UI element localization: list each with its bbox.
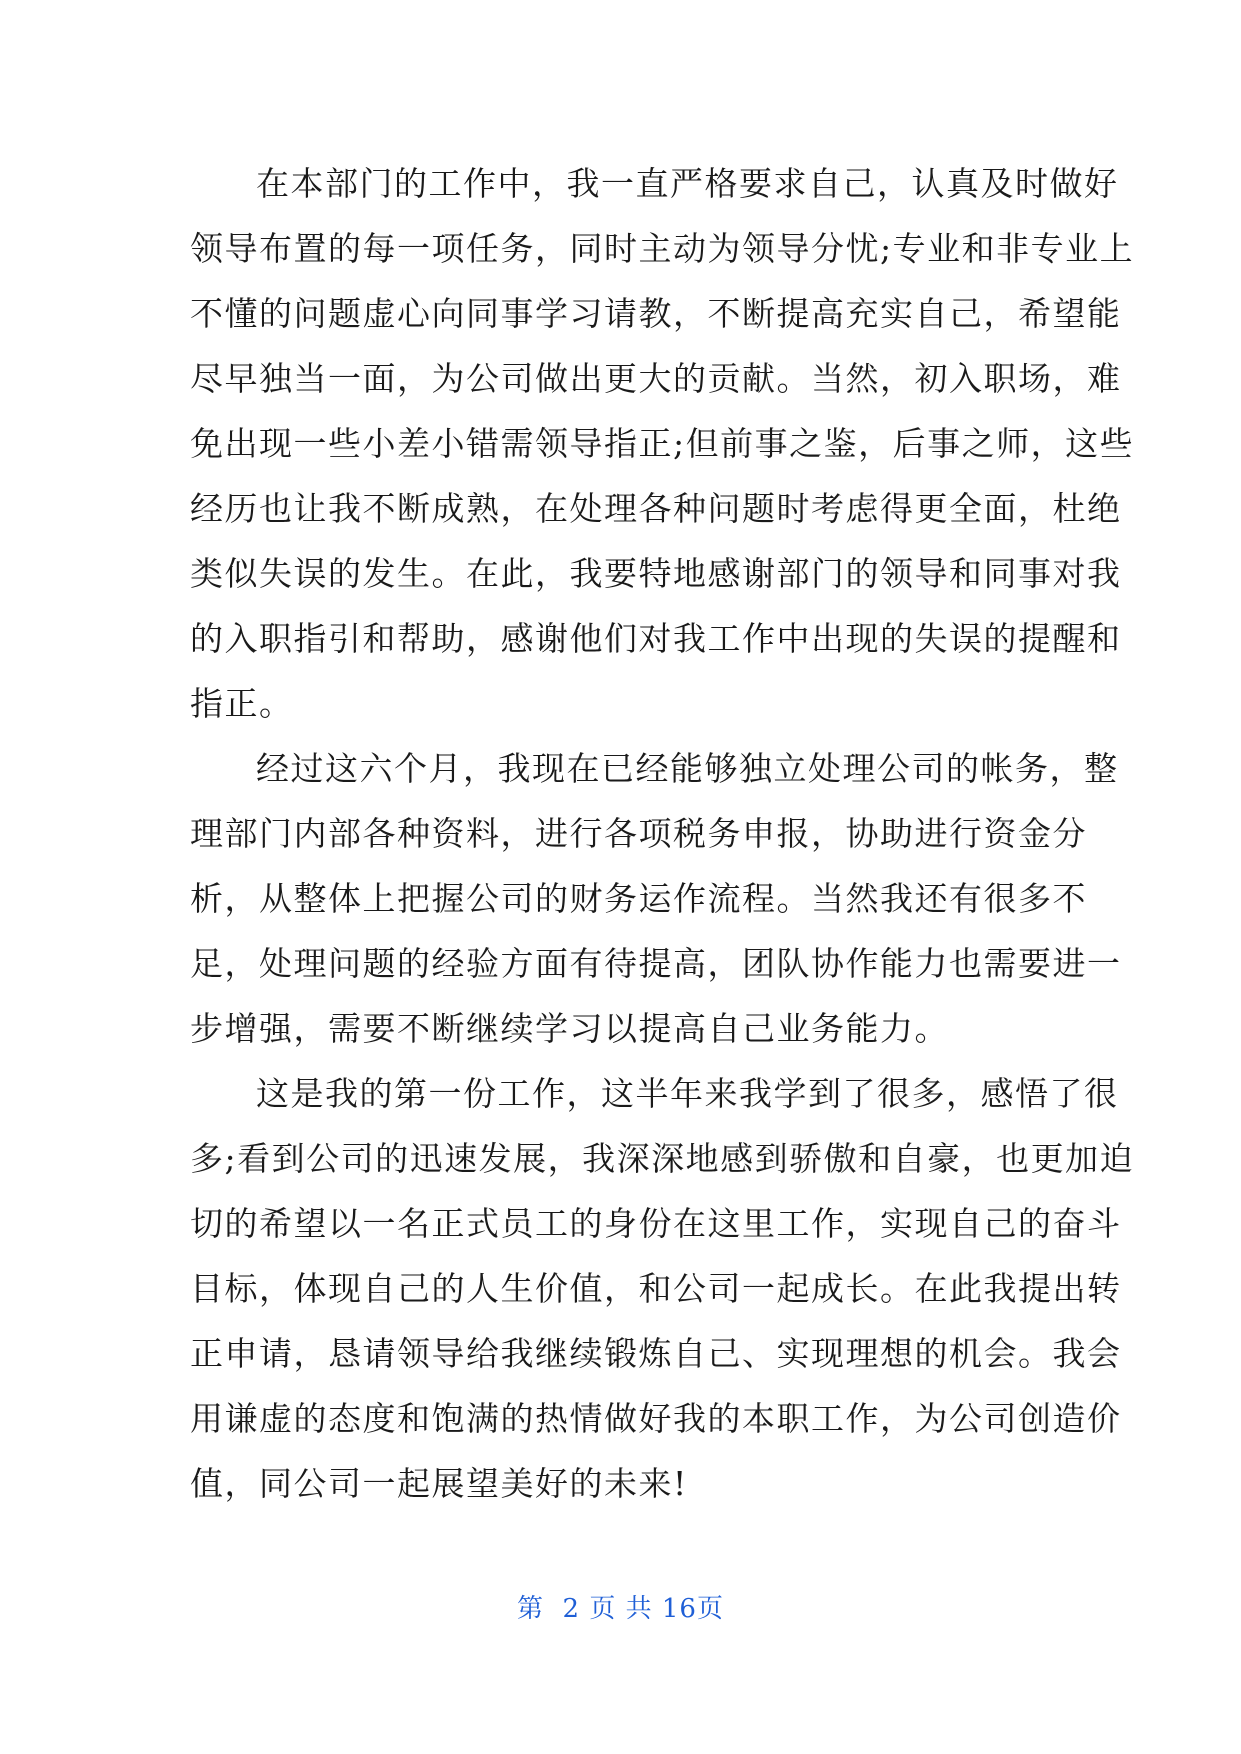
paragraph-line: 不懂的问题虚心向同事学习请教，不断提高充实自己，希望能	[190, 294, 1122, 333]
paragraph-line: 指正。	[190, 684, 294, 723]
paragraph-line: 的入职指引和帮助，感谢他们对我工作中出现的失误的提醒和	[190, 619, 1122, 658]
paragraph-line: 这是我的第一份工作，这半年来我学到了很多，感悟了很	[256, 1074, 1119, 1113]
paragraph-line: 值，同公司一起展望美好的未来!	[190, 1464, 688, 1503]
paragraph-line: 正申请，恳请领导给我继续锻炼自己、实现理想的机会。我会	[190, 1334, 1122, 1373]
paragraph-line: 析，从整体上把握公司的财务运作流程。当然我还有很多不	[190, 879, 1087, 918]
paragraph-line: 尽早独当一面，为公司做出更大的贡献。当然，初入职场，难	[190, 359, 1122, 398]
paragraph-line: 切的希望以一名正式员工的身份在这里工作，实现自己的奋斗	[190, 1204, 1122, 1243]
paragraph-3	[190, 1061, 1135, 1516]
paragraph-line: 足，处理问题的经验方面有待提高，团队协作能力也需要进一	[190, 944, 1122, 983]
paragraph-1	[190, 151, 1135, 736]
paragraph-line: 在本部门的工作中，我一直严格要求自己，认真及时做好	[256, 164, 1119, 203]
paragraph-line: 目标，体现自己的人生价值，和公司一起成长。在此我提出转	[190, 1269, 1122, 1308]
document-body	[190, 151, 1135, 1516]
paragraph-line: 领导布置的每一项任务，同时主动为领导分忧;专业和非专业上	[190, 229, 1135, 268]
paragraph-line: 经过这六个月，我现在已经能够独立处理公司的帐务，整	[256, 749, 1119, 788]
page-number-footer: 第 2 页 共 16页	[517, 1594, 724, 1624]
paragraph-line: 免出现一些小差小错需领导指正;但前事之鉴，后事之师，这些	[190, 424, 1135, 463]
paragraph-line: 用谦虚的态度和饱满的热情做好我的本职工作，为公司创造价	[190, 1399, 1122, 1438]
paragraph-line: 步增强，需要不断继续学习以提高自己业务能力。	[190, 1009, 949, 1048]
paragraph-line: 类似失误的发生。在此，我要特地感谢部门的领导和同事对我	[190, 554, 1122, 593]
paragraph-line: 多;看到公司的迅速发展，我深深地感到骄傲和自豪，也更加迫	[190, 1139, 1135, 1178]
paragraph-line: 经历也让我不断成熟，在处理各种问题时考虑得更全面，杜绝	[190, 489, 1122, 528]
paragraph-2	[190, 736, 1122, 1061]
paragraph-line: 理部门内部各种资料，进行各项税务申报，协助进行资金分	[190, 814, 1087, 853]
